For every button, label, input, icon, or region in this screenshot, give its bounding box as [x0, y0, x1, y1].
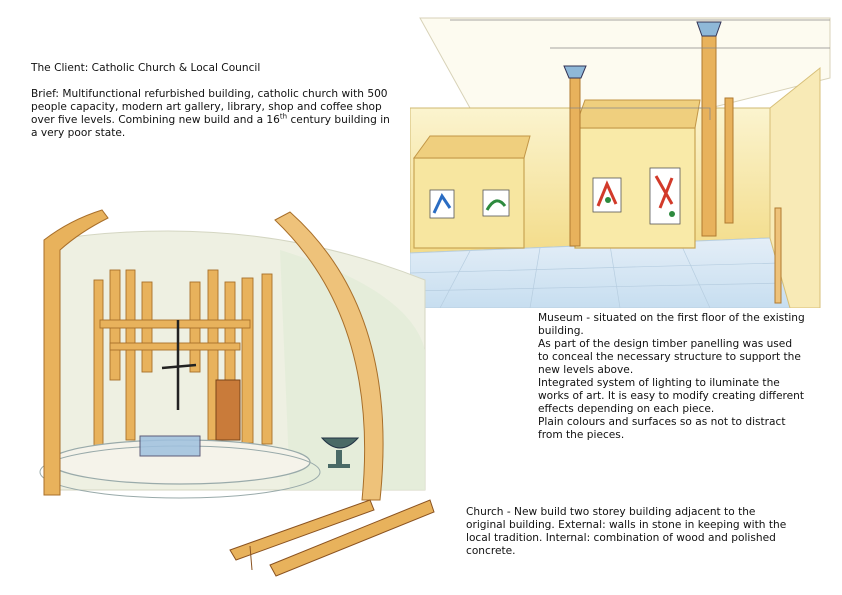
museum-line: Integrated system of lighting to iluminate the works of art. It is easy to modify creating different effects depending on each piece.	[538, 377, 804, 415]
brief-paragraph	[31, 88, 396, 140]
timber-column-2	[702, 36, 716, 236]
client-heading: The Client: Catholic Church & Local Council	[31, 62, 261, 74]
lectern	[216, 380, 240, 440]
church-line: Church - New build two storey building adjacent to the original building. External: walls in stone in keeping with the	[466, 506, 787, 531]
pews	[230, 500, 434, 576]
artwork-4	[650, 168, 680, 224]
timber-column-1	[570, 74, 580, 246]
museum-line: Museum - situated on the first floor of the existing building.	[538, 312, 805, 337]
brief-superscript: th	[279, 112, 288, 121]
museum-sketch	[410, 8, 840, 308]
artwork-3	[593, 178, 621, 212]
brief-text-end: century building in a very poor state.	[31, 114, 390, 139]
artwork-2	[483, 190, 509, 216]
church-line: local tradition. Internal: combination of wood and polished concrete.	[466, 532, 776, 557]
church-sketch	[30, 200, 450, 580]
brief-text-start: Brief: Multifunctional refurbished building, catholic church with 500 people capacity, modern art gallery, library, shop and coffee shop over five levels. Combining new build and a 16	[31, 88, 388, 126]
museum-line: Plain colours and surfaces so as not to distract from the pieces.	[538, 416, 786, 441]
museum-line: As part of the design timber panelling was used to conceal the necessary structure to support the new levels above.	[538, 338, 801, 376]
church-description	[466, 506, 796, 558]
museum-description	[538, 312, 806, 442]
